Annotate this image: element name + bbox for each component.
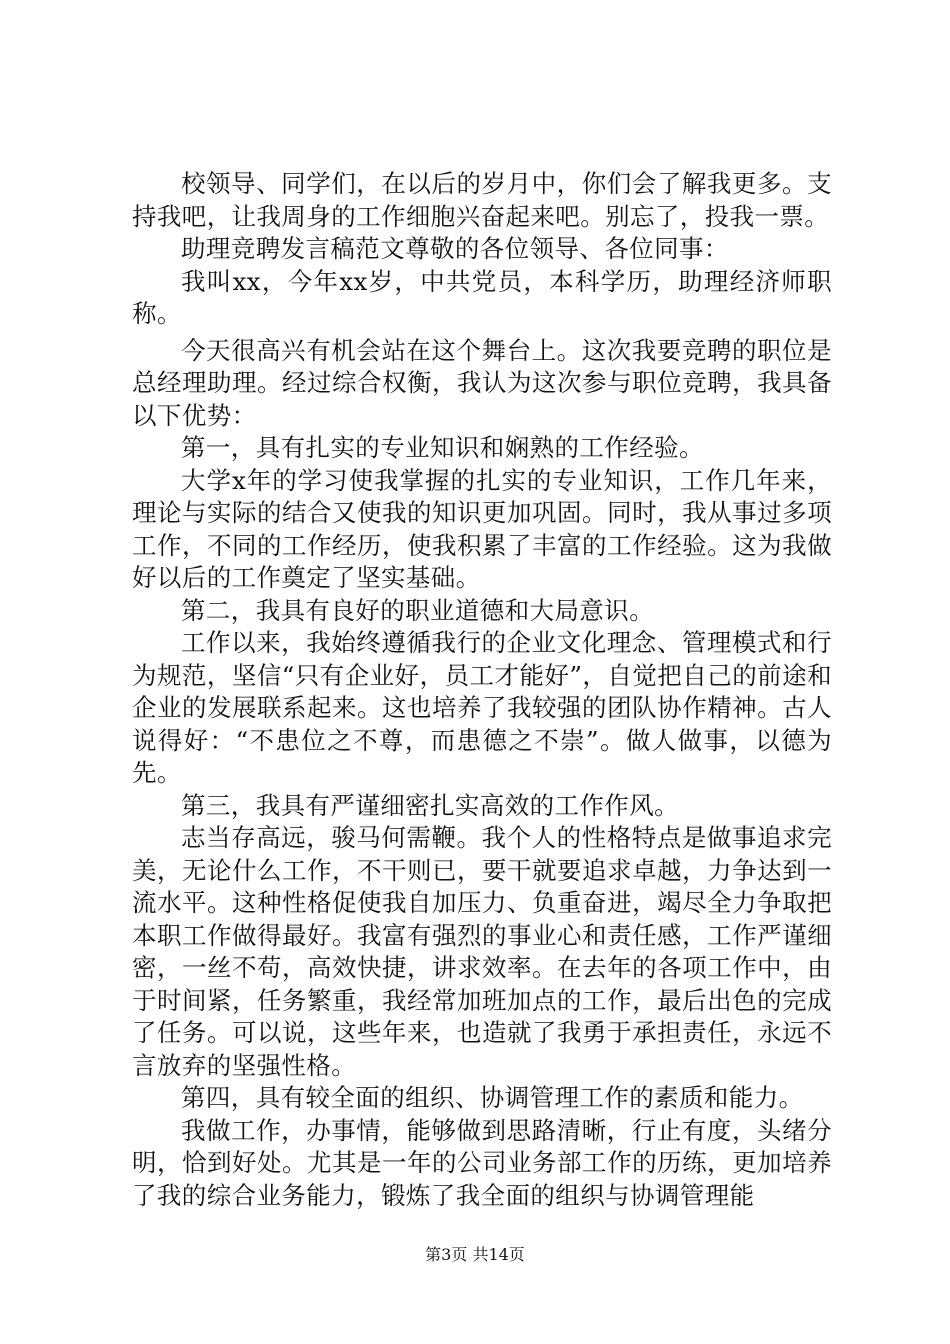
paragraph-advantage-3-heading: 第三，我具有严谨细密扎实高效的工作作风。 (181, 790, 679, 820)
page-footer (0, 1245, 950, 1265)
paragraph-closing-remarks: 校领导、同学们，在以后的岁月中，你们会了解我更多。支持我吧，让我周身的工作细胞兴奋起来吧。别忘了，投我一票。 (132, 169, 832, 231)
page-number-label: 第3页 共14页 (425, 1245, 525, 1264)
paragraph-advantage-2-body: 工作以来，我始终遵循我行的企业文化理念、管理模式和行为规范，坚信“只有企业好，员工才能好”，自觉把自己的前途和企业的发展联系起来。这也培养了我较强的团队协作精神。古人说得好：“不患位之不尊，而患德之不崇”。做人做事，以德为先。 (132, 628, 832, 787)
paragraph-speech-heading: 助理竞聘发言稿范文尊敬的各位领导、各位同事： (181, 234, 729, 263)
document-body (132, 168, 832, 1212)
paragraph-advantage-2-heading: 第二，我具有良好的职业道德和大局意识。 (181, 595, 655, 625)
paragraph-position-statement: 今天很高兴有机会站在这个舞台上。这次我要竞聘的职位是总经理助理。经过综合权衡，我认为这次参与职位竞聘，我具备以下优势： (132, 335, 832, 430)
paragraph-advantage-1-body: 大学x年的学习使我掌握的扎实的专业知识，工作几年来，理论与实际的结合又使我的知识更加巩固。同时，我从事过多项工作，不同的工作经历，使我积累了丰富的工作经验。这为我做好以后的工作奠定了坚实基础。 (132, 465, 832, 592)
paragraph-advantage-3-body: 志当存高远，骏马何需鞭。我个人的性格特点是做事追求完美，无论什么工作，不干则已，要干就要追求卓越，力争达到一流水平。这种性格促使我自加压力、负重奋进，竭尽全力争取把本职工作做得最好。我富有强烈的事业心和责任感，工作严谨细密，一丝不苟，高效快捷，讲求效率。在去年的各项工作中，由于时间紧，任务繁重，我经常加班加点的工作，最后出色的完成了任务。可以说，这些年来，也造就了我勇于承担责任，永远不言放弃的坚强性格。 (132, 823, 832, 1080)
paragraph-self-introduction: 我叫xx，今年xx岁，中共党员，本科学历，助理经济师职称。 (132, 266, 832, 328)
paragraph-advantage-4-heading: 第四，具有较全面的组织、协调管理工作的素质和能力。 (181, 1083, 804, 1112)
paragraph-advantage-4-body: 我做工作，办事情，能够做到思路清晰，行止有度，头绪分明，恰到好处。尤其是一年的公司业务部工作的历练，更加培养了我的综合业务能力，锻炼了我全面的组织与协调管理能 (132, 1115, 832, 1210)
paragraph-advantage-1-heading: 第一，具有扎实的专业知识和娴熟的工作经验。 (181, 433, 704, 462)
